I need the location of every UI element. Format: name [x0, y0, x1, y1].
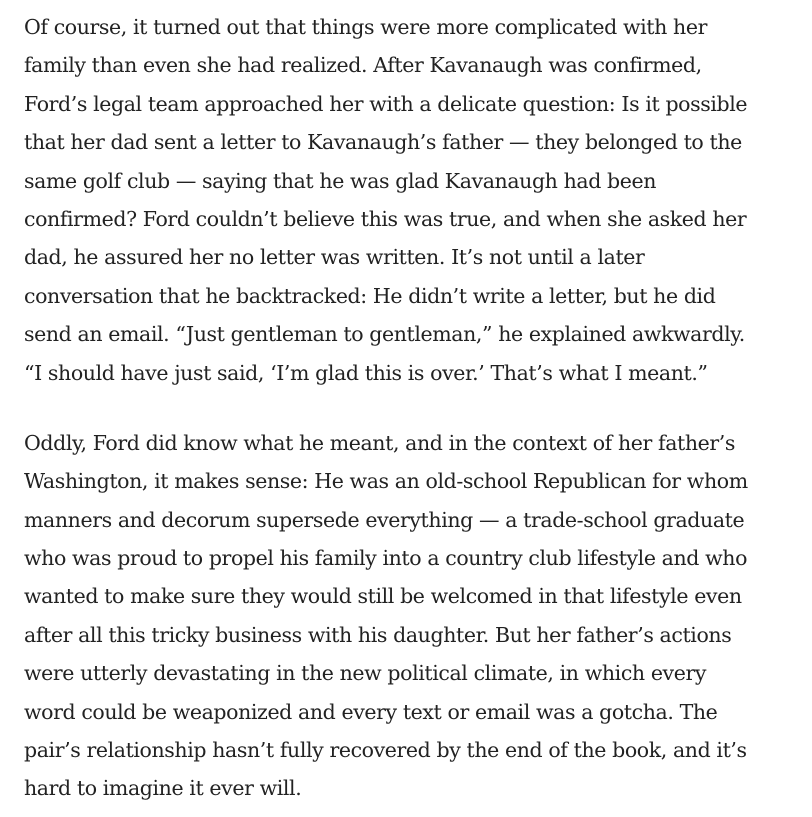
text-line: word could be weaponized and every text or email was a gotcha. The [24, 699, 718, 724]
text-line: family than even she had realized. After Kavanaugh was confirmed, [24, 53, 702, 78]
text-line: Ford’s legal team approached her with a delicate question: Is it possible [24, 91, 748, 116]
text-line: confirmed? Ford couldn’t believe this was true, and when she asked her [24, 206, 747, 231]
text-line: send an email. “Just gentleman to gentleman,” he explained awkwardly. [24, 322, 745, 347]
text-line: hard to imagine it ever will. [24, 776, 302, 801]
text-line: same golf club — saying that he was glad Kavanaugh had been [24, 168, 657, 193]
text-line: “I should have just said, ‘I’m glad this is over.’ That’s what I meant.” [24, 360, 708, 385]
text-line: wanted to make sure they would still be welcomed in that lifestyle even [24, 584, 742, 609]
text-line: were utterly devastating in the new political climate, in which every [24, 661, 707, 686]
text-line: conversation that he backtracked: He didn’t write a letter, but he did [24, 283, 716, 308]
text-line: that her dad sent a letter to Kavanaugh’s father — they belonged to the [24, 130, 742, 155]
text-line: Of course, it turned out that things were more complicated with her [24, 15, 707, 39]
text-line: after all this tricky business with his daughter. But her father’s actions [24, 622, 732, 647]
text-line: who was proud to propel his family into a country club lifestyle and who [24, 546, 748, 571]
text-line: Oddly, Ford did know what he meant, and in the context of her father’s [24, 430, 736, 455]
text-line: manners and decorum supersede everything — a trade-school graduate [24, 507, 745, 532]
paragraph-2 [24, 424, 812, 808]
text-line: Washington, it makes sense: He was an old-school Republican for whom [24, 469, 748, 494]
paragraph-1 [24, 8, 812, 392]
text-line: pair’s relationship hasn’t fully recovered by the end of the book, and it’s [24, 738, 747, 763]
text-line: dad, he assured her no letter was written. It’s not until a later [24, 245, 645, 270]
